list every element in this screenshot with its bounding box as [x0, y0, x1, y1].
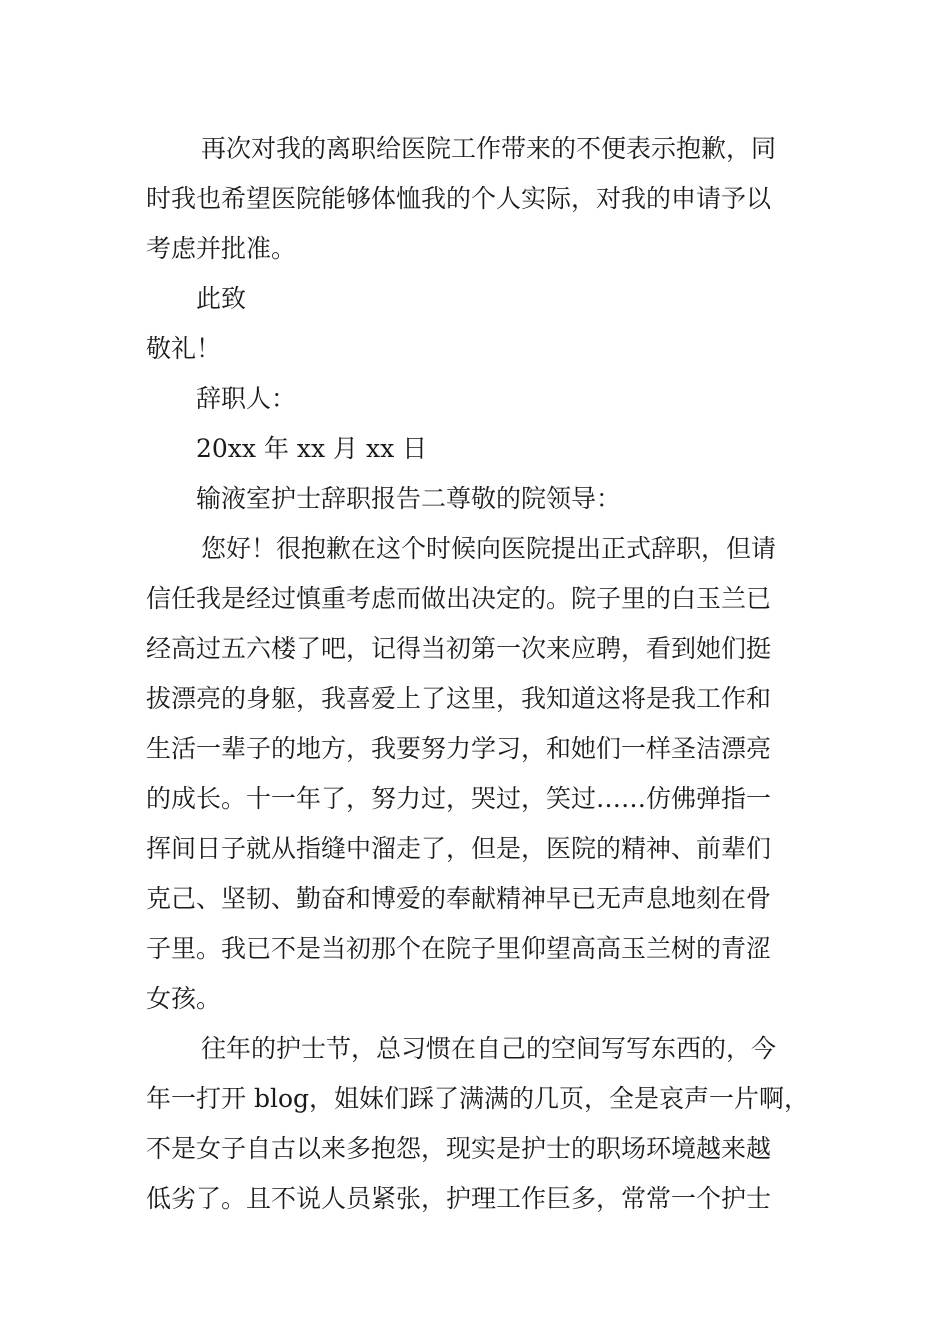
text-line: 生活一辈子的地方，我要努力学习，和她们一样圣洁漂亮	[146, 734, 772, 763]
text-line: 子里。我已不是当初那个在院子里仰望高高玉兰树的青涩	[146, 934, 772, 963]
text-line: 不是女子自古以来多抱怨，现实是护士的职场环境越来越	[146, 1134, 772, 1163]
text-line: 的成长。十一年了，努力过，哭过，笑过……仿佛弹指一	[146, 784, 772, 813]
text-line: 此致	[196, 284, 247, 313]
text-line: 辞职人：	[196, 384, 297, 413]
text-line: 时我也希望医院能够体恤我的个人实际，对我的申请予以	[146, 184, 772, 213]
text-line: 女孩。	[146, 984, 222, 1013]
text-line: 信任我是经过慎重考虑而做出决定的。院子里的白玉兰已	[146, 584, 772, 613]
text-line: 克己、坚韧、勤奋和博爱的奉献精神早已无声息地刻在骨	[146, 884, 772, 913]
text-line: 拔漂亮的身躯，我喜爱上了这里，我知道这将是我工作和	[146, 684, 772, 713]
text-line: 敬礼！	[146, 334, 222, 363]
text-line: 您好！很抱歉在这个时候向医院提出正式辞职，但请	[201, 534, 777, 563]
text-line: 年一打开 blog，姐妹们踩了满满的几页，全是哀声一片啊，	[146, 1084, 810, 1113]
text-line: 考虑并批准。	[146, 234, 297, 263]
text-line: 经高过五六楼了吧，记得当初第一次来应聘，看到她们挺	[146, 634, 772, 663]
text-line: 挥间日子就从指缝中溜走了，但是，医院的精神、前辈们	[146, 834, 772, 863]
text-line: 输液室护士辞职报告二尊敬的院领导：	[196, 484, 622, 513]
text-line: 再次对我的离职给医院工作带来的不便表示抱歉，同	[201, 134, 777, 163]
text-line: 低劣了。且不说人员紧张，护理工作巨多，常常一个护士	[146, 1184, 772, 1213]
text-line: 往年的护士节，总习惯在自己的空间写写东西的，今	[201, 1034, 777, 1063]
text-line: 20xx 年 xx 月 xx 日	[196, 434, 428, 463]
